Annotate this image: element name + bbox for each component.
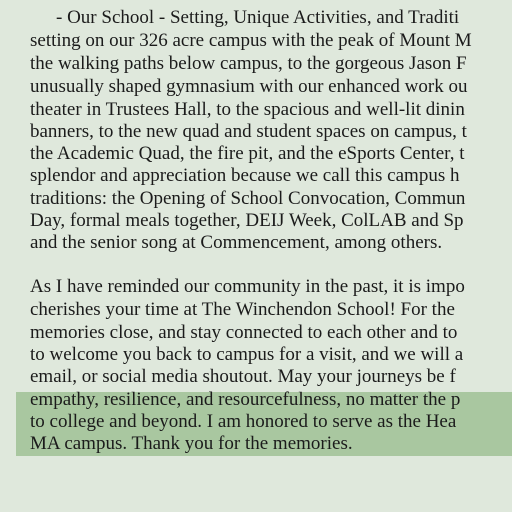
paragraph2-line-8: MA campus. Thank you for the memories. <box>30 433 353 454</box>
paragraph2-line-5: email, or social media shoutout. May your journeys be f <box>30 366 456 387</box>
paragraph2-line-1: As I have reminded our community in the past, it is impo <box>30 276 465 297</box>
paragraph1-line-7: the Academic Quad, the fire pit, and the eSports Center, t <box>30 143 465 164</box>
paragraph1-line-10: Day, formal meals together, DEIJ Week, ColLAB and Sp <box>30 210 464 231</box>
paragraph2-line-4: to welcome you back to campus for a visit, and we will a <box>30 344 464 365</box>
paragraph2-line-7: to college and beyond. I am honored to serve as the Hea <box>30 411 457 432</box>
paragraph2-line-3: memories close, and stay connected to each other and to <box>30 322 458 343</box>
paragraph1-line-3: the walking paths below campus, to the gorgeous Jason F <box>30 53 467 74</box>
paragraph1-line-11: and the senior song at Commencement, among others. <box>30 232 443 253</box>
paragraph1-line-1: - Our School - Setting, Unique Activities, and Traditi <box>56 7 460 28</box>
paragraph2-line-6: empathy, resilience, and resourcefulness, no matter the p <box>30 389 461 410</box>
paragraph1-line-4: unusually shaped gymnasium with our enhanced work ou <box>30 76 468 97</box>
paragraph2-line-2: cherishes your time at The Winchendon School! For the <box>30 299 455 320</box>
paragraph1-line-2: setting on our 326 acre campus with the peak of Mount M <box>30 30 472 51</box>
paragraph1-line-9: traditions: the Opening of School Convocation, Commun <box>30 188 466 209</box>
paragraph1-line-8: splendor and appreciation because we call this campus h <box>30 165 460 186</box>
paragraph1-line-5: theater in Trustees Hall, to the spacious and well-lit dinin <box>30 99 465 120</box>
paragraph1-line-6: banners, to the new quad and student spaces on campus, t <box>30 121 467 142</box>
